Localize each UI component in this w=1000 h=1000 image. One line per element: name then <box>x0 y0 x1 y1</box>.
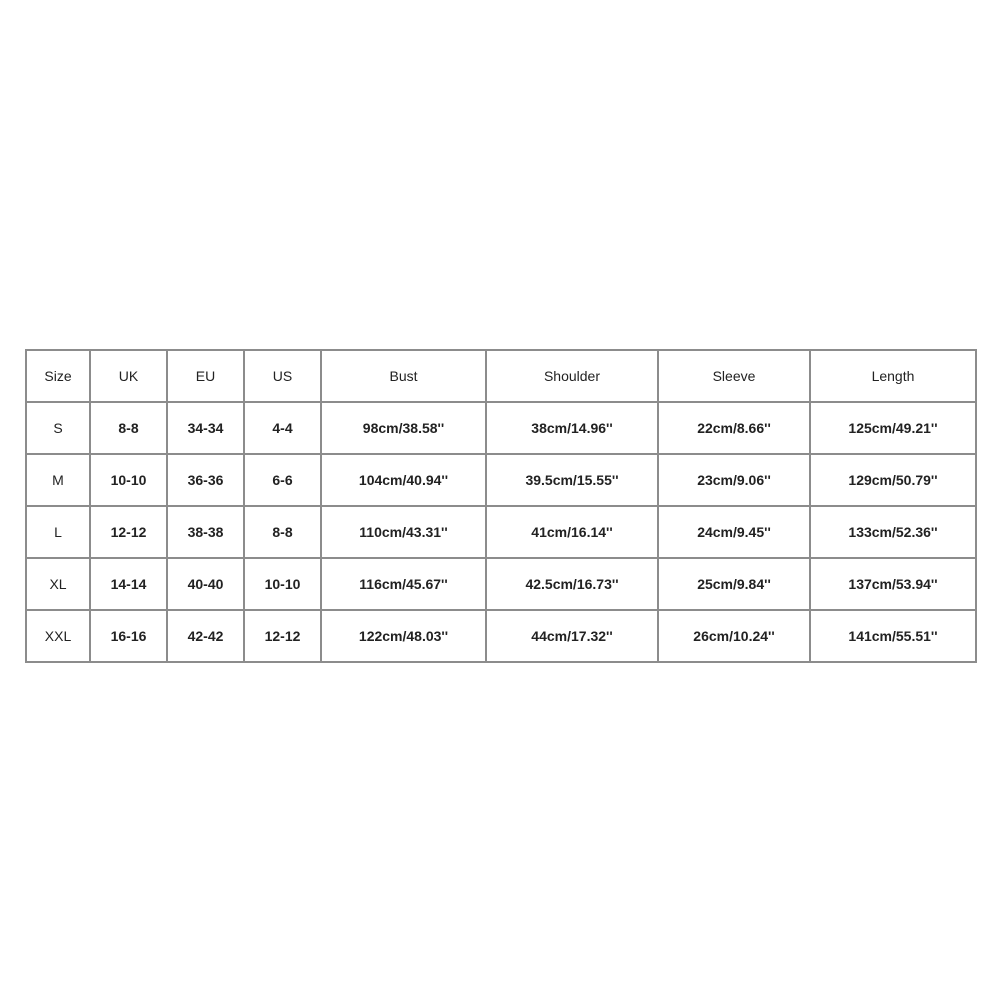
header-cell-length: Length <box>810 350 976 402</box>
table-row <box>26 558 976 610</box>
table-cell-length: 125cm/49.21'' <box>810 402 976 454</box>
header-row <box>26 350 976 402</box>
table-cell-bust: 98cm/38.58'' <box>321 402 486 454</box>
header-cell-sleeve: Sleeve <box>658 350 810 402</box>
header-cell-bust: Bust <box>321 350 486 402</box>
table-cell-uk: 8-8 <box>90 402 167 454</box>
table-cell-size: M <box>26 454 90 506</box>
table-cell-uk: 14-14 <box>90 558 167 610</box>
table-cell-length: 129cm/50.79'' <box>810 454 976 506</box>
table-cell-size: S <box>26 402 90 454</box>
table-cell-shoulder: 38cm/14.96'' <box>486 402 658 454</box>
table-cell-sleeve: 26cm/10.24'' <box>658 610 810 662</box>
table-cell-sleeve: 23cm/9.06'' <box>658 454 810 506</box>
table-cell-length: 137cm/53.94'' <box>810 558 976 610</box>
table-cell-size: XL <box>26 558 90 610</box>
table-row <box>26 610 976 662</box>
size-chart-table <box>25 349 977 663</box>
table-cell-length: 141cm/55.51'' <box>810 610 976 662</box>
table-cell-bust: 116cm/45.67'' <box>321 558 486 610</box>
table-row <box>26 402 976 454</box>
table-cell-us: 6-6 <box>244 454 321 506</box>
table-cell-eu: 40-40 <box>167 558 244 610</box>
table-row <box>26 454 976 506</box>
table-cell-bust: 122cm/48.03'' <box>321 610 486 662</box>
table-cell-sleeve: 24cm/9.45'' <box>658 506 810 558</box>
header-cell-eu: EU <box>167 350 244 402</box>
table-cell-sleeve: 25cm/9.84'' <box>658 558 810 610</box>
table-cell-shoulder: 39.5cm/15.55'' <box>486 454 658 506</box>
table-cell-uk: 12-12 <box>90 506 167 558</box>
table-cell-uk: 16-16 <box>90 610 167 662</box>
table-cell-eu: 38-38 <box>167 506 244 558</box>
table-cell-eu: 34-34 <box>167 402 244 454</box>
table-cell-size: XXL <box>26 610 90 662</box>
table-cell-shoulder: 44cm/17.32'' <box>486 610 658 662</box>
table-cell-sleeve: 22cm/8.66'' <box>658 402 810 454</box>
table-cell-length: 133cm/52.36'' <box>810 506 976 558</box>
header-cell-shoulder: Shoulder <box>486 350 658 402</box>
header-cell-us: US <box>244 350 321 402</box>
table-cell-us: 10-10 <box>244 558 321 610</box>
table-cell-uk: 10-10 <box>90 454 167 506</box>
table-cell-us: 8-8 <box>244 506 321 558</box>
header-cell-size: Size <box>26 350 90 402</box>
table-row <box>26 506 976 558</box>
table-cell-shoulder: 42.5cm/16.73'' <box>486 558 658 610</box>
table-cell-size: L <box>26 506 90 558</box>
table-cell-shoulder: 41cm/16.14'' <box>486 506 658 558</box>
table-cell-us: 12-12 <box>244 610 321 662</box>
table-cell-bust: 104cm/40.94'' <box>321 454 486 506</box>
table-cell-eu: 42-42 <box>167 610 244 662</box>
table-cell-eu: 36-36 <box>167 454 244 506</box>
table-cell-bust: 110cm/43.31'' <box>321 506 486 558</box>
table-cell-us: 4-4 <box>244 402 321 454</box>
header-cell-uk: UK <box>90 350 167 402</box>
